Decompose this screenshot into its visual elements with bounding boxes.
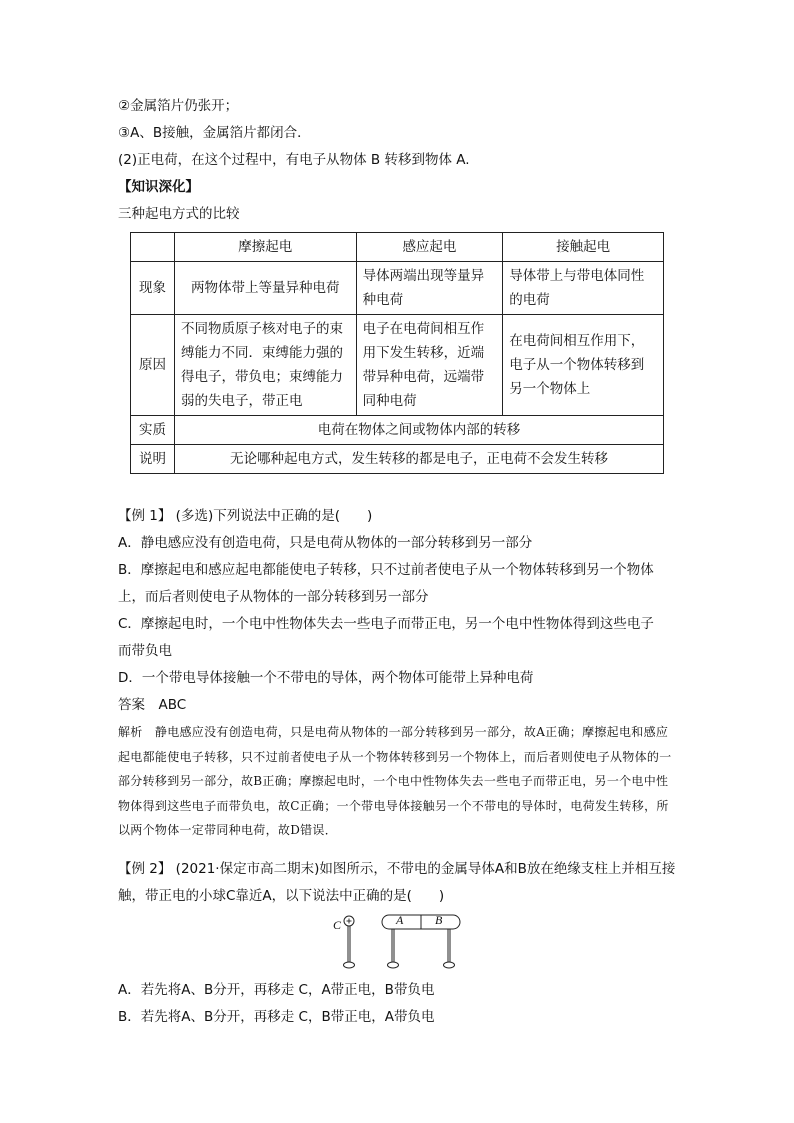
header-cell: 感应起电 [356, 233, 503, 262]
table-row [131, 262, 664, 315]
example-2-option-b: B．若先将A、B分开，再移走 C，B带正电，A带负电 [118, 1009, 435, 1025]
comparison-table [130, 232, 664, 474]
example-1-option-c-line-2: 而带负电 [118, 643, 172, 659]
row-label: 说明 [131, 445, 175, 474]
table-cell: 电荷在物体之间或物体内部的转移 [174, 416, 663, 445]
header-blank [131, 233, 175, 262]
header-cell: 接触起电 [503, 233, 664, 262]
table-cell: 不同物质原子核对电子的束缚能力不同．束缚能力强的得电子，带负电；束缚能力弱的失电子，带正电 [174, 315, 356, 416]
figure-label-b: B [435, 913, 443, 927]
example-2-option-a: A．若先将A、B分开，再移走 C，A带正电，B带负电 [118, 982, 435, 998]
example-2-stem-line-2: 触，带正电的小球C靠近A，以下说法中正确的是( ) [118, 888, 445, 904]
table-row [131, 315, 664, 416]
section-heading: 【知识深化】 [118, 179, 199, 195]
table-cell: 无论哪种起电方式，发生转移的都是电子，正电荷不会发生转移 [174, 445, 663, 474]
table-cell: 导体带上与带电体同性的电荷 [503, 262, 664, 315]
example-1-option-b-line-1: B．摩擦起电和感应起电都能使电子转移，只不过前者使电子从一个物体转移到另一个物体 [118, 562, 654, 578]
header-cell: 摩擦起电 [174, 233, 356, 262]
example-1-option-d: D．一个带电导体接触一个不带电的导体，两个物体可能带上异种电荷 [118, 670, 534, 686]
table-cell: 在电荷间相互作用下，电子从一个物体转移到另一个物体上 [503, 315, 664, 416]
example-1-option-a: A．静电感应没有创造电荷，只是电荷从物体的一部分转移到另一部分 [118, 535, 533, 551]
table-row [131, 445, 664, 474]
table-row [131, 416, 664, 445]
intro-line-2: ③A、B接触，金属箔片都闭合． [118, 125, 311, 141]
intro-line-3: (2)正电荷，在这个过程中，有电子从物体 B 转移到物体 A. [118, 152, 470, 168]
example-1-stem: 【例 1】 (多选)下列说法中正确的是( ) [118, 508, 373, 524]
row-label: 原因 [131, 315, 175, 416]
table-cell: 两物体带上等量异种电荷 [174, 262, 356, 315]
table-header-row [131, 233, 664, 262]
intro-line-1: ②金属箔片仍张开； [118, 98, 239, 114]
figure-label-a: A [396, 913, 404, 927]
figure-label-c: C [333, 918, 342, 932]
example-2-stem-line-1: 【例 2】 (2021·保定市高二期末)如图所示，不带电的金属导体A和B放在绝缘支柱上并相互接 [118, 861, 676, 877]
row-label: 现象 [131, 262, 175, 315]
table-cell: 电子在电荷间相互作用下发生转移，近端带异种电荷，远端带同种电荷 [356, 315, 503, 416]
example-1-option-b-line-2: 上，而后者则使电子从物体的一部分转移到另一部分 [118, 589, 429, 605]
example-1-option-c-line-1: C．摩擦起电时，一个电中性物体失去一些电子而带正电，另一个电中性物体得到这些电子 [118, 616, 654, 632]
table-title: 三种起电方式的比较 [118, 206, 240, 222]
table-cell: 导体两端出现等量异种电荷 [356, 262, 503, 315]
example-2-figure [330, 910, 470, 972]
row-label: 实质 [131, 416, 175, 445]
example-1-analysis: 解析 静电感应没有创造电荷，只是电荷从物体的一部分转移到另一部分，故A正确；摩擦起电和感应起电都能使电子转移，只不过前者使电子从一个物体转移到另一个物体上，而后者则使电子从物体的一部分转移到另一部分，故B正确；摩擦起电时，一个电中性物体失去一些电子而带正电，另一个电中性物体得到这些电子而带负电，故C正确；一个带电导体接触另一个不带电的导体时，电荷发生转移，所以两个物体一定带同种电荷，故D错误． [118, 725, 672, 837]
example-1-answer: 答案 ABC [118, 697, 187, 713]
